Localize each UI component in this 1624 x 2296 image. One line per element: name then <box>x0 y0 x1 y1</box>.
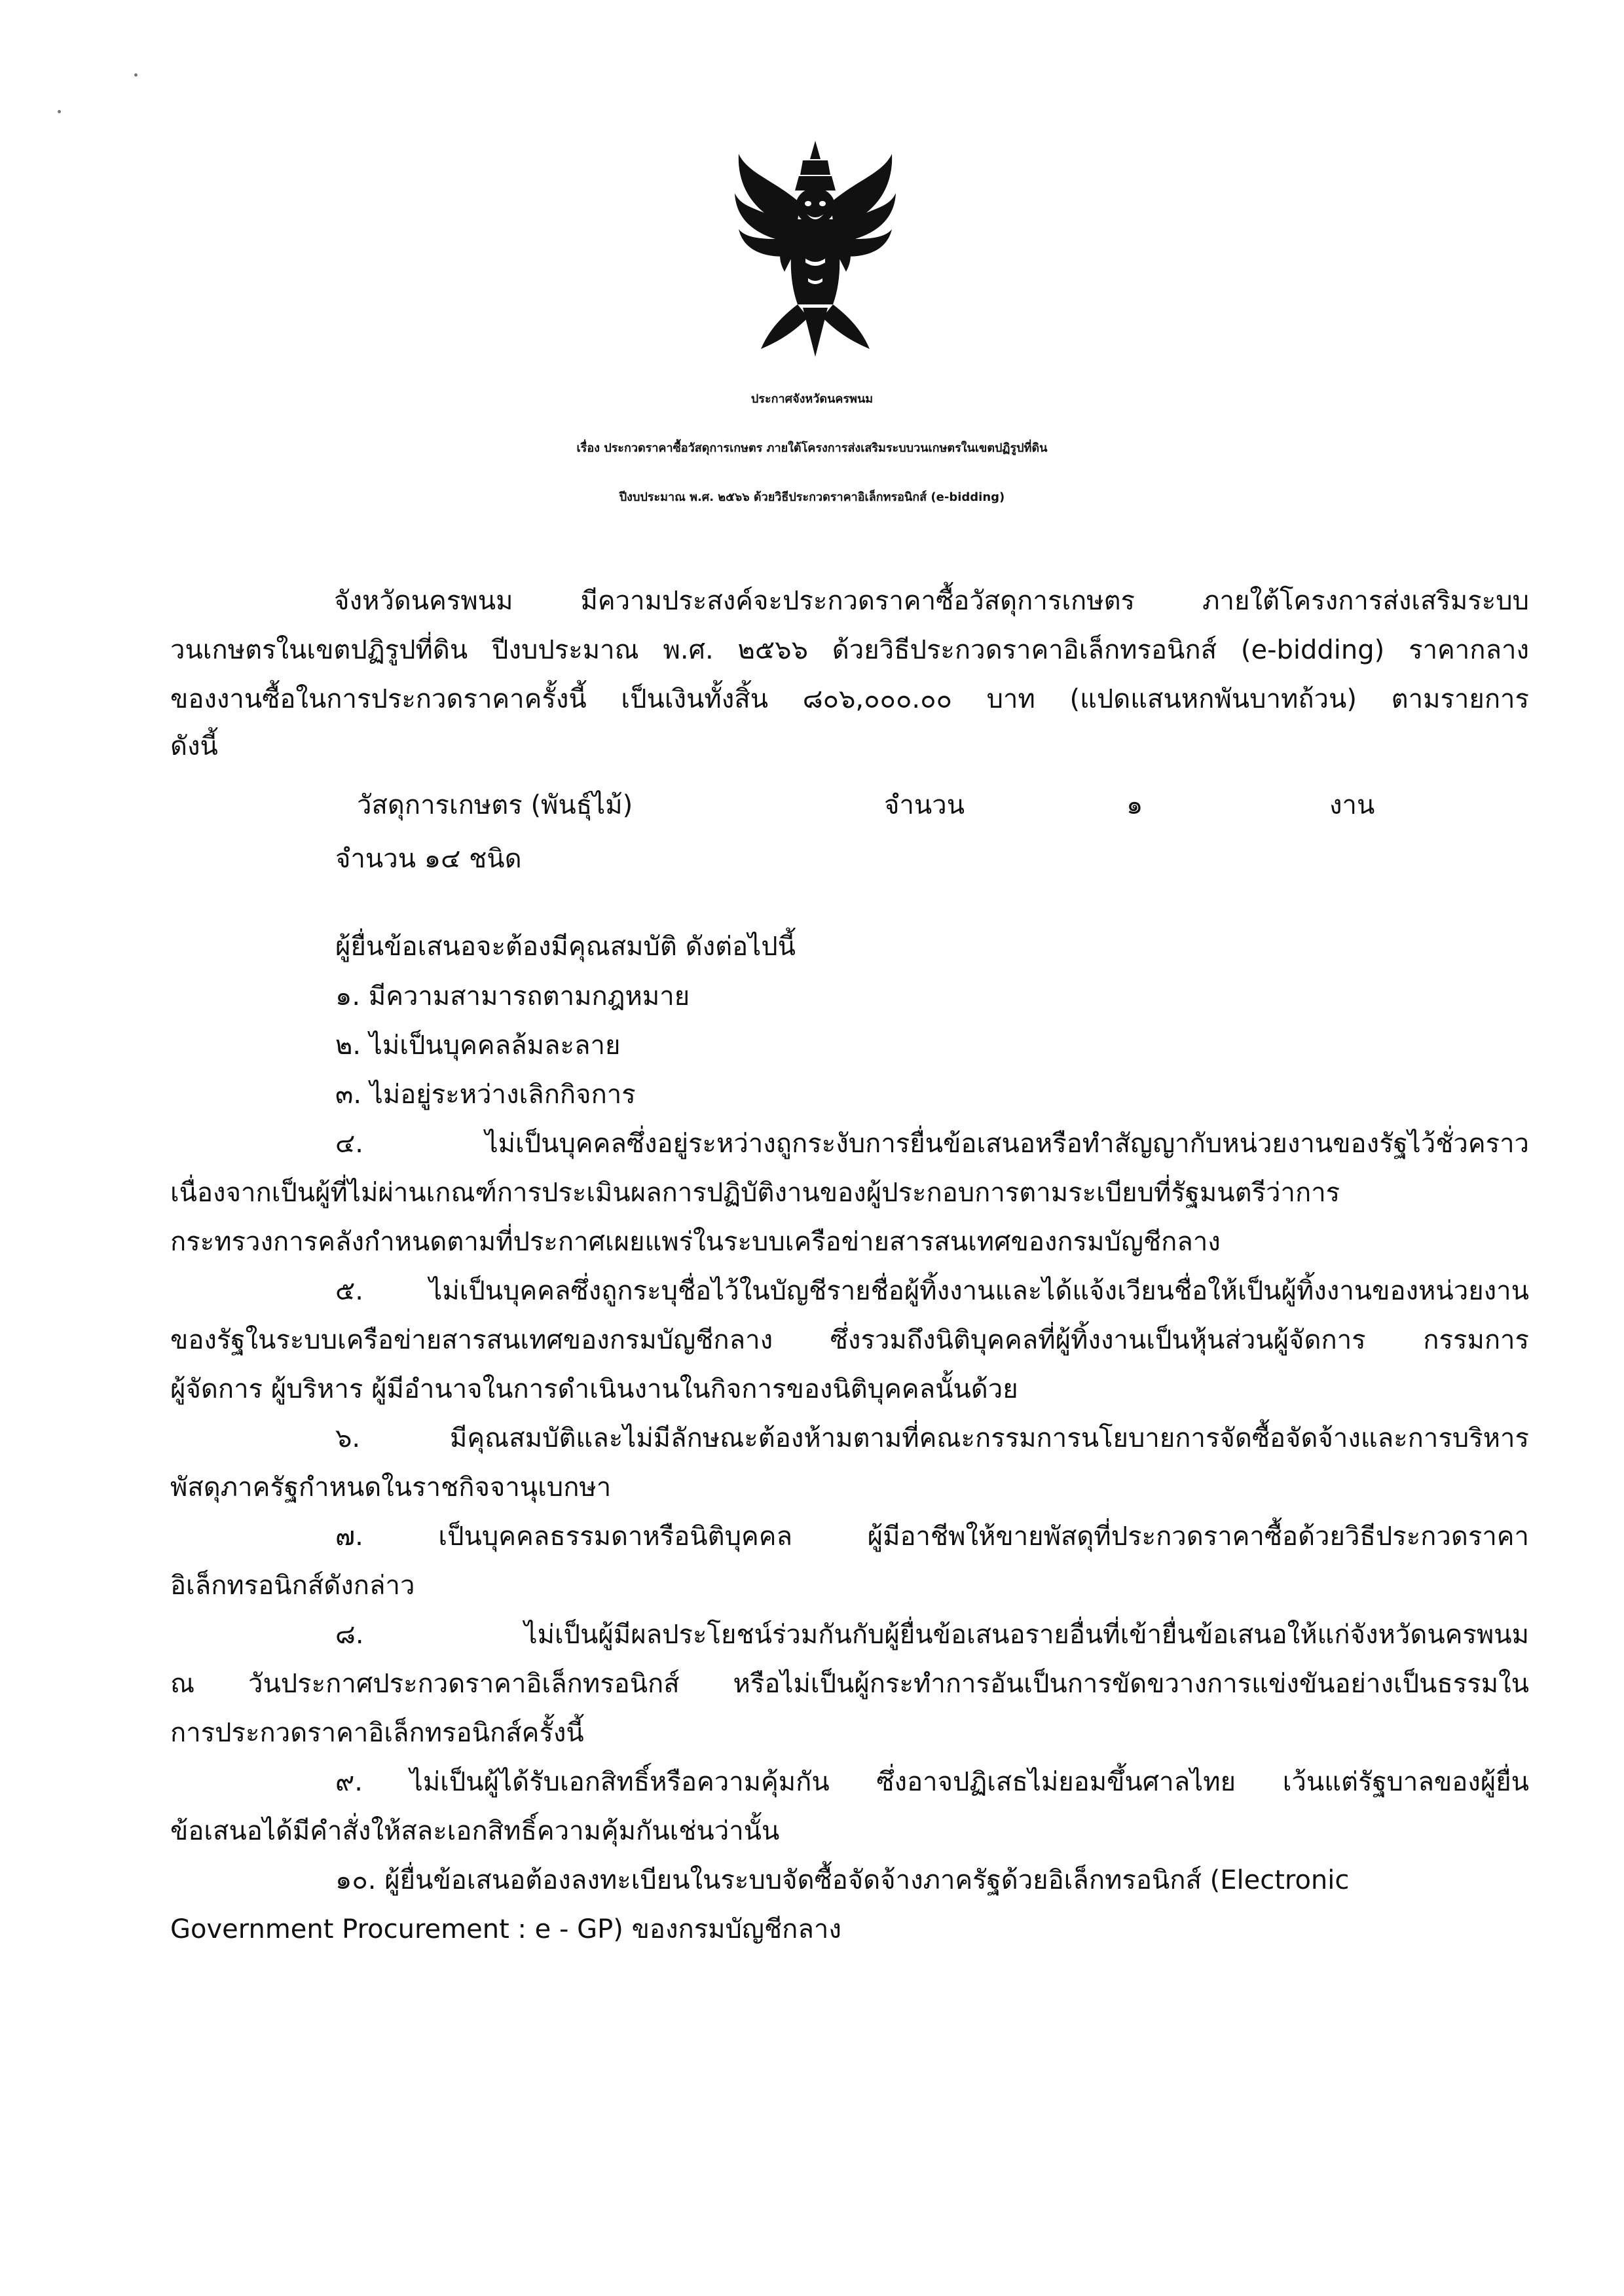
qualification-item-continued: การประกวดราคาอิเล็กทรอนิกส์ครั้งนี้ <box>170 1718 584 1748</box>
intro-line: ของงานซื้อในการประกวดราคาครั้งนี้ เป็นเงินทั้งสิ้น ๘๐๖,๐๐๐.๐๐ บาท (แปดแสนหกพันบาทถ้วน) ตามรายการ <box>170 684 1529 714</box>
item-qty-label: จำนวน <box>884 790 965 820</box>
qualification-item-continued: เนื่องจากเป็นผู้ที่ไม่ผ่านเกณฑ์การประเมินผลการปฏิบัติงานของผู้ประกอบการตามระเบียบที่รัฐมนตรีว่าการ <box>170 1178 1340 1208</box>
qualification-item: ๙. ไม่เป็นผู้ได้รับเอกสิทธิ์หรือความคุ้มกัน ซึ่งอาจปฏิเสธไม่ยอมขึ้นศาลไทย เว้นแต่รัฐบาลของผู้ยื่น <box>335 1767 1529 1797</box>
intro-line: วนเกษตรในเขตปฏิรูปที่ดิน ปีงบประมาณ พ.ศ. ๒๕๖๖ ด้วยวิธีประกวดราคาอิเล็กทรอนิกส์ (e-bidding) ราคากลาง <box>170 635 1529 665</box>
qualification-item-continued: ผู้จัดการ ผู้บริหาร ผู้มีอำนาจในการดำเนินงานในกิจการของนิติบุคคลนั้นด้วย <box>170 1374 1018 1404</box>
garuda-emblem-icon <box>735 141 896 357</box>
qualification-item: ๘. ไม่เป็นผู้มีผลประโยชน์ร่วมกันกับผู้ยื่นข้อเสนอรายอื่นที่เข้ายื่นข้อเสนอให้แก่จังหวัดนครพนม <box>335 1620 1529 1650</box>
announcement-subject-continued: ปีงบประมาณ พ.ศ. ๒๕๖๖ ด้วยวิธีประกวดราคาอิเล็กทรอนิกส์ (e-bidding) <box>619 490 1005 504</box>
qualification-item-continued: ข้อเสนอได้มีคำสั่งให้สละเอกสิทธิ์ความคุ้มกันเช่นว่านั้น <box>170 1816 780 1846</box>
qualifications-title: ผู้ยื่นข้อเสนอจะต้องมีคุณสมบัติ ดังต่อไปนี้ <box>335 932 796 962</box>
item-qty: ๑ <box>1126 790 1143 820</box>
qualification-item-continued: พัสดุภาครัฐกำหนดในราชกิจจานุเบกษา <box>170 1472 612 1503</box>
qualification-item: ๑๐. ผู้ยื่นข้อเสนอต้องลงทะเบียนในระบบจัดซื้อจัดจ้างภาครัฐด้วยอิเล็กทรอนิกส์ (Electronic <box>335 1865 1350 1895</box>
scan-speck <box>134 73 138 77</box>
item-unit: งาน <box>1329 790 1375 820</box>
qualification-item: ๗. เป็นบุคคลธรรมดาหรือนิติบุคคล ผู้มีอาชีพให้ขายพัสดุที่ประกวดราคาซื้อด้วยวิธีประกวดราคา <box>335 1522 1529 1552</box>
qualification-item: ๕. ไม่เป็นบุคคลซึ่งถูกระบุชื่อไว้ในบัญชีรายชื่อผู้ทิ้งงานและได้แจ้งเวียนชื่อให้เป็นผู้ทิ้งงานของหน่วยงาน <box>335 1276 1529 1306</box>
qualification-item: ๔. ไม่เป็นบุคคลซึ่งอยู่ระหว่างถูกระงับการยื่นข้อเสนอหรือทำสัญญากับหน่วยงานของรัฐไว้ชั่วคราว <box>335 1129 1529 1159</box>
announcement-subject: เรื่อง ประกวดราคาซื้อวัสดุการเกษตร ภายใต้โครงการส่งเสริมระบบวนเกษตรในเขตปฏิรูปที่ดิน <box>576 441 1048 455</box>
qualification-item: ๑. มีความสามารถตามกฎหมาย <box>335 981 690 1011</box>
qualification-item: ๖. มีคุณสมบัติและไม่มีลักษณะต้องห้ามตามที่คณะกรรมการนโยบายการจัดซื้อจัดจ้างและการบริหาร <box>335 1423 1529 1453</box>
qualification-item-continued: อิเล็กทรอนิกส์ดังกล่าว <box>170 1571 415 1601</box>
qualification-item-continued: กระทรวงการคลังกำหนดตามที่ประกาศเผยแพร่ในระบบเครือข่ายสารสนเทศของกรมบัญชีกลาง <box>170 1227 1221 1257</box>
intro-line: จังหวัดนครพนม มีความประสงค์จะประกวดราคาซื้อวัสดุการเกษตร ภายใต้โครงการส่งเสริมระบบ <box>334 586 1529 616</box>
qualification-item: ๓. ไม่อยู่ระหว่างเลิกกิจการ <box>335 1080 636 1110</box>
qualification-item: ๒. ไม่เป็นบุคคลล้มละลาย <box>335 1030 621 1061</box>
qualification-item-continued: Government Procurement : e - GP) ของกรมบัญชีกลาง <box>170 1914 841 1944</box>
qualification-item-continued: ณ วันประกาศประกวดราคาอิเล็กทรอนิกส์ หรือไม่เป็นผู้กระทำการอันเป็นการขัดขวางการแข่งขันอย่างเป็นธรรมใน <box>170 1669 1529 1699</box>
scan-speck <box>58 110 61 113</box>
item-name: วัสดุการเกษตร (พันธุ์ไม้) <box>357 790 633 820</box>
item-detail: จำนวน ๑๔ ชนิด <box>335 844 522 874</box>
intro-line: ดังนี้ <box>170 731 218 761</box>
qualification-item-continued: ของรัฐในระบบเครือข่ายสารสนเทศของกรมบัญชีกลาง ซึ่งรวมถึงนิติบุคคลที่ผู้ทิ้งงานเป็นหุ้นส่วนผู้จัดการ กรรมการ <box>170 1325 1529 1355</box>
announcement-title: ประกาศจังหวัดนครพนม <box>750 392 874 406</box>
